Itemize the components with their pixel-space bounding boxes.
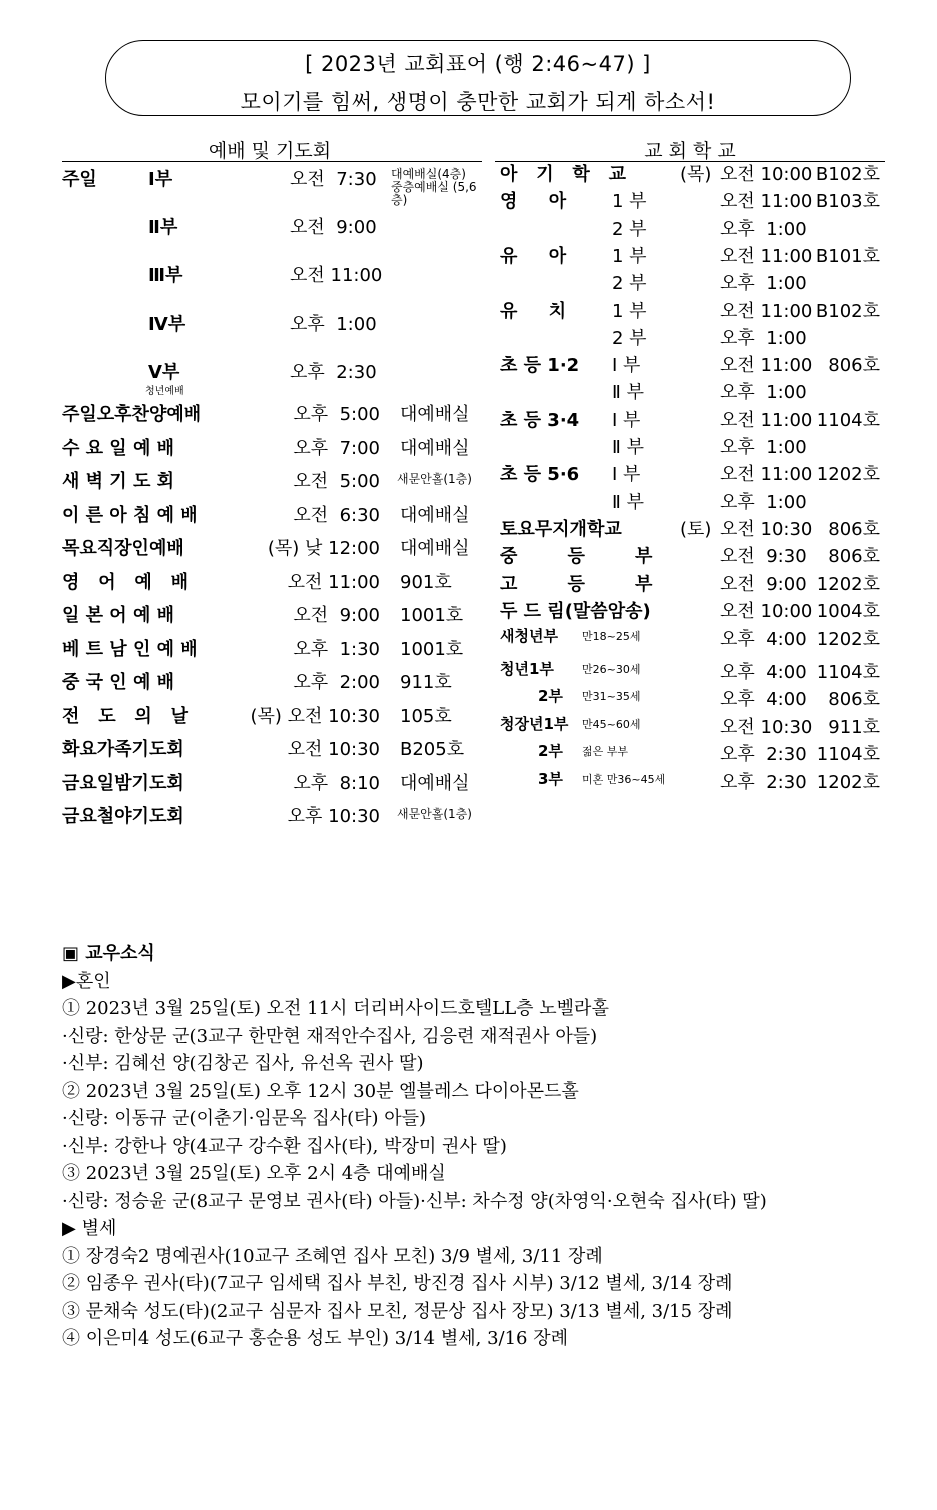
service-time: 오후 2:00 bbox=[293, 672, 380, 693]
school-room: 911호 bbox=[828, 716, 880, 738]
school-title: 교 회 학 교 bbox=[644, 140, 736, 162]
school-room: 806호 bbox=[828, 689, 880, 711]
service-place: B205호 bbox=[400, 739, 465, 760]
school-room: B103호 bbox=[815, 191, 880, 213]
news-header: ▣ 교우소식 bbox=[62, 943, 155, 964]
service-name: 주일오후찬양예배 bbox=[62, 404, 202, 425]
news-line: ② 2023년 3월 25일(토) 오후 12시 30분 엘블레스 다이아몬드홀 bbox=[62, 1080, 579, 1102]
school-dept: 유 아 bbox=[500, 245, 567, 267]
service-name: 금요철야기도회 bbox=[62, 806, 184, 827]
school-dept: 중 등 부 bbox=[500, 546, 653, 568]
school-dept: 초 등 1·2 bbox=[500, 355, 580, 377]
news-line: ·신랑: 이동규 군(이춘기·임문옥 집사(타) 아들) bbox=[62, 1108, 427, 1129]
school-part: Ⅱ 부 bbox=[612, 437, 644, 458]
service-time: 오전 9:00 bbox=[293, 605, 380, 626]
school-time: 오전 11:00 bbox=[720, 191, 813, 213]
school-row bbox=[0, 297, 890, 327]
member-news bbox=[62, 940, 767, 1349]
school-part: Ⅰ 부 bbox=[612, 409, 641, 431]
service-place: 1001호 bbox=[400, 638, 464, 660]
school-row bbox=[0, 187, 890, 217]
school-room: 806호 bbox=[828, 546, 880, 568]
school-row bbox=[0, 625, 890, 655]
school-part: 2 부 bbox=[612, 273, 647, 295]
school-room: 1104호 bbox=[816, 661, 880, 683]
service-row bbox=[0, 802, 490, 832]
news-line: ② 임종우 권사(타)(7교구 임세택 집사 부친, 방진경 집사 시부) 3/12 별세, 3/14 장례 bbox=[62, 1273, 733, 1294]
school-time: 오전 11:00 bbox=[720, 355, 813, 377]
sunday-time: 오후 1:00 bbox=[290, 314, 377, 335]
school-part: 1 부 bbox=[612, 191, 647, 213]
school-part: 2 부 bbox=[612, 218, 647, 240]
school-row bbox=[0, 242, 890, 272]
school-room: B101호 bbox=[815, 245, 880, 267]
school-part: 2 부 bbox=[612, 327, 647, 349]
service-place: 901호 bbox=[400, 571, 452, 593]
service-place: 대예배실 bbox=[400, 538, 470, 559]
worship-title: 예배 및 기도회 bbox=[208, 140, 332, 162]
school-dept: 2부 bbox=[538, 742, 563, 761]
service-name: 새 벽 기 도 회 bbox=[62, 471, 175, 492]
school-row bbox=[0, 351, 890, 381]
school-room: 1202호 bbox=[816, 573, 880, 595]
school-dept: 영 아 bbox=[500, 191, 567, 213]
school-room: B102호 bbox=[815, 300, 880, 322]
school-age: 만31~35세 bbox=[582, 690, 641, 704]
service-name: 중 국 인 예 배 bbox=[62, 672, 175, 693]
motto-title: [ 2023년 교회표어 (행 2:46~47) ] bbox=[305, 52, 651, 76]
news-line: ④ 이은미4 성도(6교구 홍순용 성도 부인) 3/14 별세, 3/16 장례 bbox=[62, 1328, 568, 1349]
school-row bbox=[0, 685, 890, 715]
service-time: (목) 오전 10:30 bbox=[250, 705, 380, 727]
school-time: 오후 1:00 bbox=[720, 327, 807, 349]
school-room: 806호 bbox=[828, 355, 880, 377]
service-place: 대예배실 bbox=[400, 772, 470, 794]
school-room: 806호 bbox=[828, 518, 880, 540]
sunday-label: 주일 bbox=[62, 169, 97, 190]
school-part: Ⅱ 부 bbox=[612, 382, 644, 404]
school-dept: 2부 bbox=[538, 687, 563, 706]
school-row bbox=[0, 160, 890, 190]
school-time: 오후 1:00 bbox=[720, 491, 807, 513]
school-row bbox=[0, 542, 890, 572]
school-part: Ⅱ 부 bbox=[612, 491, 644, 513]
school-row bbox=[0, 515, 890, 545]
school-row bbox=[0, 740, 890, 770]
sunday-time: 오전 7:30 bbox=[290, 169, 377, 190]
school-part: 1 부 bbox=[612, 300, 647, 322]
service-name: 목요직장인예배 bbox=[62, 538, 184, 559]
school-time: 오후 1:00 bbox=[720, 218, 807, 240]
service-name: 영 어 예 배 bbox=[62, 571, 188, 593]
service-place: 새문안홀(1층) bbox=[397, 807, 472, 821]
school-day: (목) bbox=[680, 164, 712, 185]
school-row bbox=[0, 597, 890, 627]
school-time: 오전 10:30 bbox=[720, 716, 813, 738]
school-row bbox=[0, 406, 890, 436]
school-time: 오후 4:00 bbox=[720, 689, 807, 711]
school-age: 젊은 부부 bbox=[582, 745, 629, 759]
service-place: 대예배실 bbox=[400, 404, 470, 425]
news-line: ① 장경숙2 명예권사(10교구 조혜연 집사 모친) 3/9 별세, 3/11 장례 bbox=[62, 1245, 603, 1267]
school-time: 오후 1:00 bbox=[720, 273, 807, 295]
service-name: 전 도 의 날 bbox=[62, 705, 188, 727]
service-name: 이 른 아 침 예 배 bbox=[62, 504, 198, 526]
school-time: 오후 4:00 bbox=[720, 661, 807, 683]
school-row bbox=[0, 433, 890, 463]
school-age: 만26~30세 bbox=[582, 662, 641, 676]
news-line: ·신부: 김혜선 양(김창곤 집사, 유선옥 권사 딸) bbox=[62, 1053, 424, 1074]
service-name: 일 본 어 예 배 bbox=[62, 605, 175, 626]
school-age: 만18~25세 bbox=[582, 630, 641, 643]
service-time: 오전 11:00 bbox=[287, 571, 380, 593]
school-time: 오전 10:00 bbox=[720, 600, 813, 622]
school-room: 1202호 bbox=[816, 629, 880, 650]
school-dept: 청년1부 bbox=[500, 659, 554, 678]
motto-text: 모이기를 힘써, 생명이 충만한 교회가 되게 하소서! bbox=[240, 90, 716, 114]
school-dept: 토요무지개학교 bbox=[500, 518, 622, 540]
school-part: 1 부 bbox=[612, 245, 647, 267]
school-dept: 고 등 부 bbox=[500, 573, 653, 595]
school-dept: 아 기 학 교 bbox=[500, 164, 626, 185]
news-line: ① 2023년 3월 25일(토) 오전 11시 더리버사이드호텔LL층 노벨라홀 bbox=[62, 998, 609, 1019]
service-place: 105호 bbox=[400, 705, 452, 727]
news-line: ·신부: 강한나 양(4교구 강수환 집사(타), 박장미 권사 딸) bbox=[62, 1135, 507, 1157]
service-time: 오전 10:30 bbox=[287, 739, 380, 760]
school-room: 1202호 bbox=[816, 772, 880, 793]
service-place: 대예배실 bbox=[400, 504, 470, 526]
service-place: 새문안홀(1층) bbox=[397, 472, 472, 486]
news-line: ③ 문채숙 성도(타)(2교구 심문자 집사 모친, 정문상 집사 장모) 3/13 별세, 3/15 장례 bbox=[62, 1300, 733, 1322]
service-place: 911호 bbox=[400, 672, 452, 693]
school-time: 오전 11:00 bbox=[720, 245, 813, 267]
sunday-time: 오전 11:00 bbox=[290, 265, 383, 286]
service-time: 오후 10:30 bbox=[287, 806, 380, 827]
service-name: 수 요 일 예 배 bbox=[62, 437, 175, 459]
school-time: 오전 11:00 bbox=[720, 300, 813, 322]
school-room: 1104호 bbox=[816, 744, 880, 766]
sunday-part: Ⅴ부 bbox=[148, 362, 180, 383]
news-line: ▶ 별세 bbox=[62, 1218, 117, 1239]
service-time: 오후 5:00 bbox=[293, 404, 380, 425]
school-time: 오후 4:00 bbox=[720, 629, 807, 650]
school-dept: 유 치 bbox=[500, 300, 567, 322]
sunday-part: Ⅰ부 bbox=[148, 169, 173, 190]
news-line: ·신랑: 한상문 군(3교구 한만현 재적안수집사, 김응련 재적권사 아들) bbox=[62, 1025, 598, 1047]
school-time: 오후 1:00 bbox=[720, 382, 807, 404]
school-row bbox=[0, 269, 890, 299]
school-row bbox=[0, 460, 890, 490]
service-time: 오후 8:10 bbox=[293, 772, 380, 794]
school-time: 오전 9:30 bbox=[720, 546, 807, 568]
sunday-part: Ⅲ부 bbox=[148, 265, 183, 286]
school-day: (토) bbox=[680, 518, 712, 540]
school-row bbox=[0, 713, 890, 743]
school-room: 1202호 bbox=[816, 464, 880, 486]
school-time: 오후 2:30 bbox=[720, 744, 807, 766]
school-row bbox=[0, 324, 890, 354]
service-time: 오후 1:30 bbox=[293, 638, 380, 660]
school-room: B102호 bbox=[815, 164, 880, 185]
youth-worship-note: 청년예배 bbox=[145, 386, 184, 397]
sunday-part: Ⅳ부 bbox=[148, 314, 186, 335]
school-time: 오전 10:30 bbox=[720, 518, 813, 540]
service-time: 오전 6:30 bbox=[293, 504, 380, 526]
school-dept: 초 등 3·4 bbox=[500, 409, 580, 431]
service-time: 오후 7:00 bbox=[293, 437, 380, 459]
news-line: ③ 2023년 3월 25일(토) 오후 2시 4층 대예배실 bbox=[62, 1163, 446, 1184]
service-place: 1001호 bbox=[400, 605, 464, 626]
service-name: 금요일밤기도회 bbox=[62, 772, 184, 794]
school-room: 1004호 bbox=[816, 600, 880, 622]
school-row bbox=[0, 768, 890, 798]
school-dept: 새청년부 bbox=[500, 627, 558, 645]
school-dept: 초 등 5·6 bbox=[500, 464, 580, 486]
school-time: 오전 11:00 bbox=[720, 464, 813, 486]
sunday-part: Ⅱ부 bbox=[148, 217, 178, 238]
school-row bbox=[0, 215, 890, 245]
school-row bbox=[0, 570, 890, 600]
school-time: 오후 2:30 bbox=[720, 772, 807, 793]
school-part: Ⅰ 부 bbox=[612, 464, 641, 486]
school-age: 미혼 만36~45세 bbox=[582, 773, 666, 786]
school-dept: 청장년1부 bbox=[500, 714, 569, 733]
school-room: 1104호 bbox=[816, 409, 880, 431]
service-place: 대예배실 bbox=[400, 437, 470, 459]
sunday-time: 오전 9:00 bbox=[290, 217, 377, 238]
school-dept: 두 드 림(말씀암송) bbox=[500, 600, 651, 622]
school-time: 오후 1:00 bbox=[720, 437, 807, 458]
school-dept: 3부 bbox=[538, 770, 563, 788]
school-row bbox=[0, 488, 890, 518]
sunday-place: 대예배실(4층) 중층예배실 (5,6층) bbox=[391, 167, 477, 207]
school-time: 오전 10:00 bbox=[720, 164, 813, 185]
school-time: 오전 11:00 bbox=[720, 409, 813, 431]
service-time: 오전 5:00 bbox=[293, 471, 380, 492]
sunday-time: 오후 2:30 bbox=[290, 362, 377, 383]
school-time: 오전 9:00 bbox=[720, 573, 807, 595]
service-time: (목) 낮 12:00 bbox=[267, 538, 380, 559]
motto-banner bbox=[105, 40, 851, 116]
news-line: ·신랑: 정승윤 군(8교구 문영보 권사(타) 아들)·신부: 차수정 양(차영익·오현숙 집사(타) 딸) bbox=[62, 1190, 767, 1212]
school-row bbox=[0, 658, 890, 688]
service-name: 화요가족기도회 bbox=[62, 739, 184, 760]
school-part: Ⅰ 부 bbox=[612, 355, 641, 377]
school-age: 만45~60세 bbox=[582, 717, 641, 731]
news-line: ▶혼인 bbox=[62, 970, 111, 992]
school-row bbox=[0, 378, 890, 408]
service-name: 베 트 남 인 예 배 bbox=[62, 638, 198, 660]
